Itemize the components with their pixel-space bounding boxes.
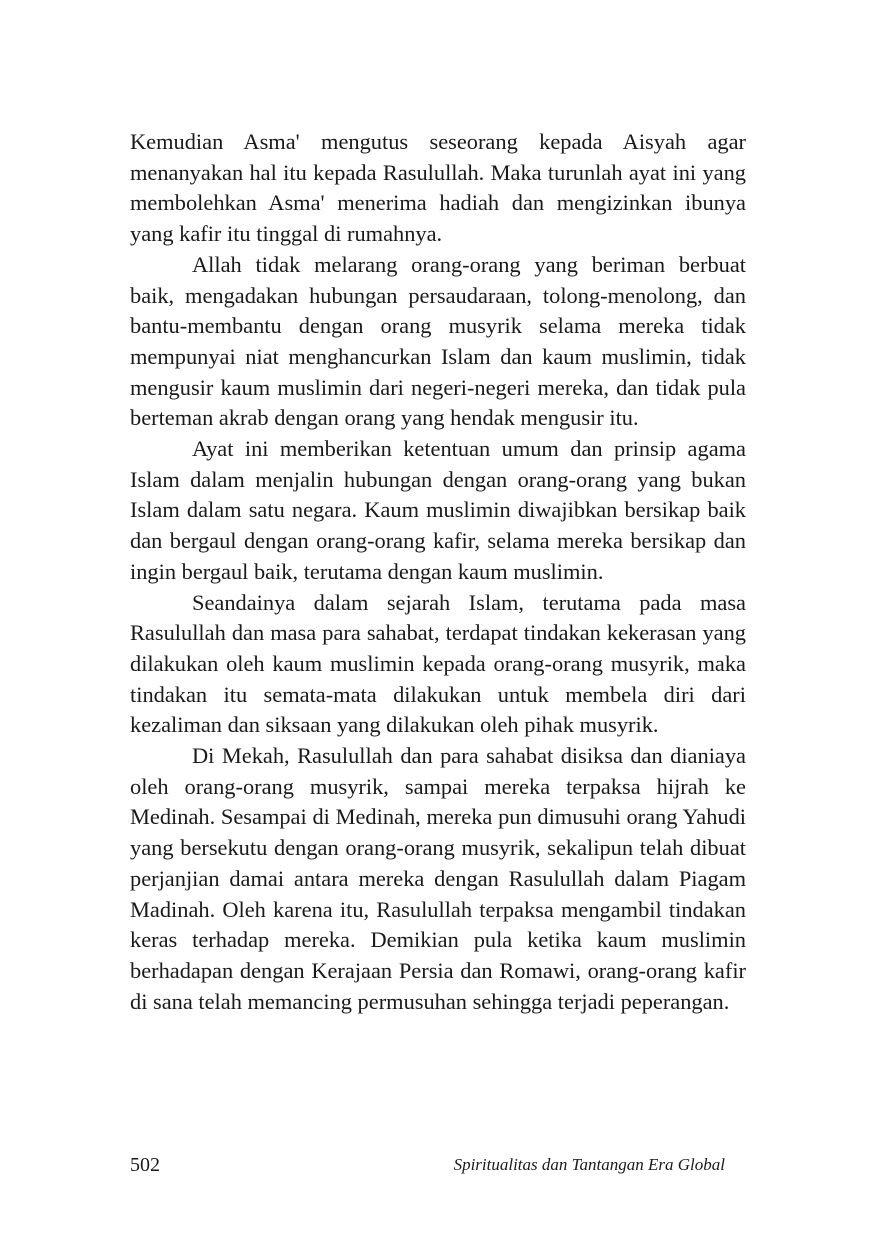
body-text [130,127,746,1017]
paragraph: Seandainya dalam sejarah Islam, terutama pada masa Rasulullah dan masa para sahabat, terdapat tindakan kekerasan yang dilakukan oleh kaum muslimin kepada orang-orang musyrik, maka tindakan itu semata-mata dilakukan untuk membela diri dari kezaliman dan siksaan yang dilakukan oleh pihak musyrik. [130,589,746,738]
page-number: 502 [130,1154,160,1176]
paragraph: Di Mekah, Rasulullah dan para sahabat disiksa dan dianiaya oleh orang-orang musyrik, sampai mereka terpaksa hijrah ke Medinah. Sesampai di Medinah, mereka pun dimusuhi orang Yahudi yang bersekutu dengan orang-orang musyrik, sekalipun telah dibuat perjanjian damai antara mereka dengan Rasulullah dalam Piagam Madinah. Oleh karena itu, Rasulullah terpaksa mengambil tindakan keras terhadap mereka. Demikian pula ketika kaum muslimin berhadapan dengan Kerajaan Persia dan Romawi, orang-orang kafir di sana telah memancing permusuhan sehingga terjadi peperangan. [130,743,746,1014]
running-footer-title: Spiritualitas dan Tantangan Era Global [453,1155,725,1174]
paragraph: Allah tidak melarang orang-orang yang beriman berbuat baik, mengadakan hubungan persaudaraan, tolong-menolong, dan bantu-membantu dengan orang musyrik selama mereka tidak mempunyai niat menghancurkan Islam dan kaum muslimin, tidak mengusir kaum muslimin dari negeri-negeri mereka, dan tidak pula berteman akrab dengan orang yang hendak mengusir itu. [130,251,746,431]
paragraph-continuation: Kemudian Asma' mengutus seseorang kepada Aisyah agar menanyakan hal itu kepada Rasulullah. Maka turunlah ayat ini yang membolehkan Asma' menerima hadiah dan mengizinkan ibunya yang kafir itu tinggal di rumahnya. [130,129,746,247]
paragraph: Ayat ini memberikan ketentuan umum dan prinsip agama Islam dalam menjalin hubungan dengan orang-orang yang bukan Islam dalam satu negara. Kaum muslimin diwajibkan bersikap baik dan bergaul dengan orang-orang kafir, selama mereka bersikap dan ingin bergaul baik, terutama dengan kaum muslimin. [130,436,746,584]
